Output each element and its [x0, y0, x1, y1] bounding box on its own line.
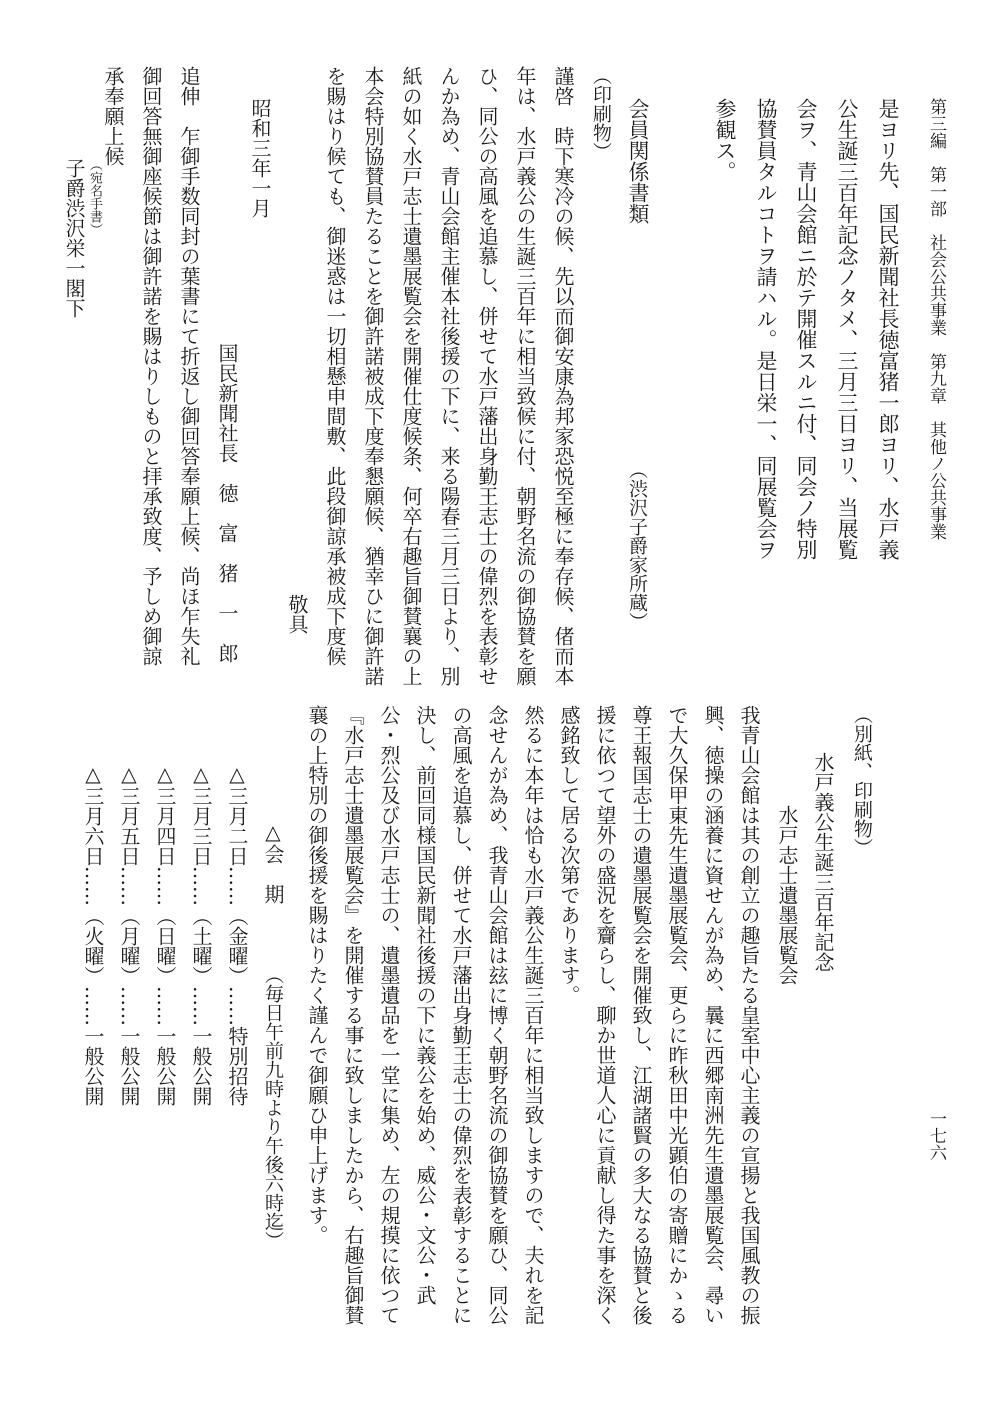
attachment-line: 決し、前回同様国民新聞社後援の下に義公を始め、威公・文公・武 [413, 705, 437, 1305]
schedule-item: △三月六日……（火曜）……一般公開 [81, 762, 105, 1106]
attachment-line: で大久保甲東先生遺墨展覧会、更らに昨秋田中光顕伯の寄贈にかゝる [665, 705, 689, 1325]
attachment-line: 興、徳操の涵養に資せんが為め、曩に西郷南洲先生遺墨展覧会、尋い [701, 705, 725, 1325]
attachment-line: 尊王報国志士の遺墨展覧会を開催致し、江湖諸賢の多大なる協賛と後 [629, 705, 653, 1325]
letter-sender: 国民新聞社長 徳 富 猪 一 郎 [215, 343, 239, 663]
schedule-item: △三月四日……（日曜）……一般公開 [153, 762, 177, 1106]
letter-date: 昭和三年一月 [248, 98, 272, 218]
letter-line: んか為め、青山会館主催本社後援の下に、来る陽春三月三日より、別 [437, 66, 461, 686]
letter-line: 紙の如く水戸志士遺墨展覧会を開催仕度候条、何卒右趣旨御賛襄の上 [399, 66, 423, 686]
attachment-title: 水戸義公生誕三百年記念 [811, 752, 835, 972]
letter-line: 謹啓 時下寒冷の候、先以而御安康為邦家恐悦至極に奉存候、偖而本 [551, 66, 575, 686]
schedule-item: △三月五日……（月曜）……一般公開 [117, 762, 141, 1106]
attachment-line: 援に依つて望外の盛況を齎らし、聊か世道人心に貢献し得た事を深く [593, 705, 617, 1325]
letter-closing: 敬具 [285, 594, 309, 634]
printed-note: （印刷物） [590, 66, 612, 161]
narrative-line: 是ヨリ先、国民新聞社長徳富猪一郎ヨリ、水戸義 [876, 98, 900, 560]
postscript-line: 追伸 乍御手数同封の葉書にて折返し御回答奉願上候、尚ほ乍失礼 [177, 66, 201, 666]
attachment-line: 公・烈公及び水戸志士の、遺墨遺品を一堂に集め、左の規摸に依つて [377, 705, 401, 1325]
letter-line: 年は、水戸義公の生誕三百年に相当致候に付、朝野名流の御協賛を願 [513, 66, 537, 686]
schedule-item: △三月三日……（土曜）……一般公開 [189, 762, 213, 1106]
attachment-line: 然るに本年は恰も水戸義公生誕三百年に相当致しますので、夫れを記 [521, 705, 545, 1325]
narrative-line: 協賛員タルコトヲ請ハル。是日栄一、同展覧会ヲ [754, 98, 778, 560]
source-note: （渋沢子爵家所蔵） [626, 460, 648, 631]
section-title: 会員関係書類 [626, 98, 650, 224]
letter-line: 本会特別協賛員たることを御許諾被成下度奉懇願候、猶幸ひに御許諾 [361, 66, 385, 686]
postscript-line: 御回答無御座候節は御許諾を賜はりしものと拝承致度、予しめ御諒 [139, 66, 163, 666]
attachment-line: 我青山会館は其の創立の趣旨たる皇室中心主義の宣揚と我国風教の振 [737, 705, 761, 1325]
attachment-line: 感銘致して居る次第であります。 [557, 705, 581, 1005]
attachment-line: 『水戸志士遺墨展覧会』を開催する事に致しましたから、右趣旨御賛 [341, 705, 365, 1325]
running-header: 第三編 第一部 社会公共事業 第九章 其他ノ公共事業 [926, 98, 946, 540]
addressee-note: （宛名手書） [87, 158, 102, 236]
letter-line: を賜はり候ても、御迷惑は一切相懸申間敷、此段御諒承被成下度候 [323, 66, 347, 666]
letter-line: ひ、同公の高風を追慕し、併せて水戸藩出身勤王志士の偉烈を表彰せ [475, 66, 499, 686]
attachment-line: 襄の上特別の御後援を賜はりたく謹んで御願ひ申上げます。 [305, 705, 329, 1245]
narrative-line: 公生誕三百年記念ノタメ、三月三日ヨリ、当展覧 [835, 98, 859, 560]
postscript-line: 承奉願上候 [101, 66, 125, 166]
attachment-line: 念せんが為め、我青山会館は玆に博く朝野名流の御協賛を願ひ、同公 [485, 705, 509, 1325]
page-number: 一七六 [926, 1110, 946, 1161]
narrative-line: 参観ス。 [713, 98, 737, 182]
session-hours: （毎日午前九時より午後六時迄） [262, 965, 284, 1250]
addressee: 子爵渋沢栄一閣下 [62, 158, 86, 318]
attachment-subtitle: 水戸志士遺墨展覧会 [775, 805, 799, 985]
narrative-line: 会ヲ、青山会館ニ於テ開催スルニ付、同会ノ特別 [794, 98, 818, 560]
session-label: △会 期 [261, 820, 285, 904]
attachment-note: （別紙、印刷物） [851, 705, 873, 857]
schedule-item: △三月二日……（金曜）……特別招待 [225, 762, 249, 1106]
attachment-line: の高風を追慕し、併せて水戸藩出身勤王志士の偉烈を表彰することに [449, 705, 473, 1325]
